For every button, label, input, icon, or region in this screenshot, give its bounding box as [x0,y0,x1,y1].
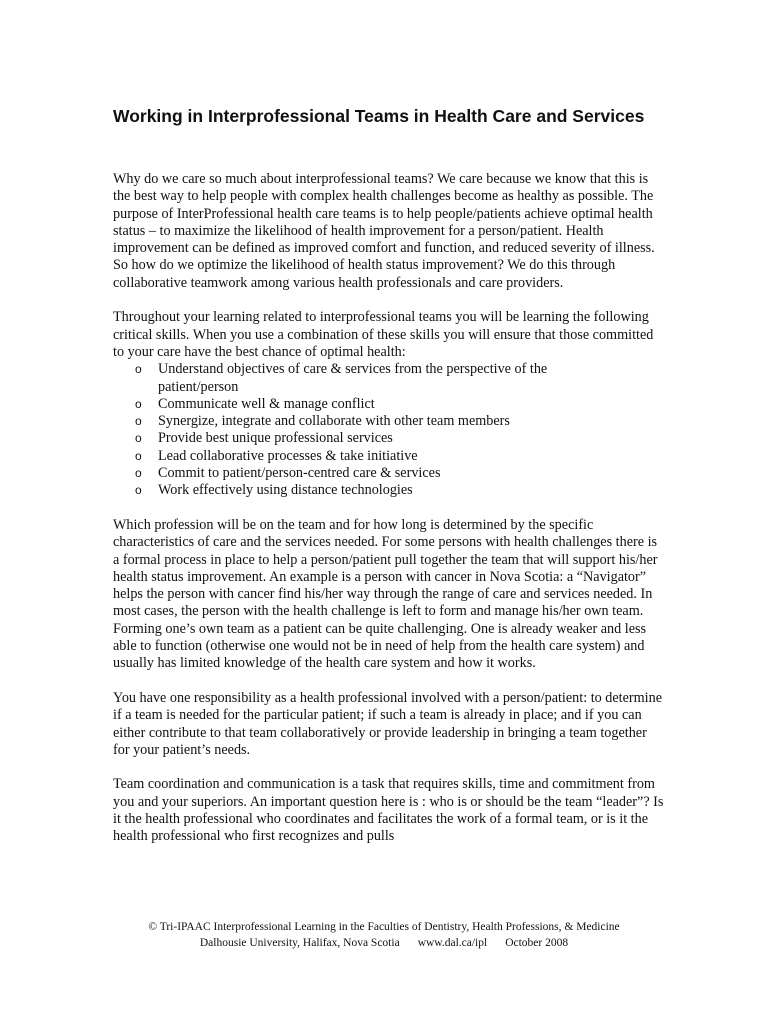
bullet-icon: o [135,448,142,463]
list-item: o Lead collaborative processes & take initiative [135,447,418,464]
page-footer [100,919,668,951]
bullet-icon: o [135,431,142,446]
list-item: o Communicate well & manage conflict [135,395,375,412]
list-item: o Understand objectives of care & services from the perspective of the patient/person [135,361,548,395]
list-item: o Synergize, integrate and collaborate with other team members [135,413,510,430]
footer-date: October 2008 [505,937,569,949]
paragraph-coordination: Team coordination and communication is a task that requires skills, time and commitment from you and your superiors. An important question here is : who is or should be the team “leader”? Is it the health professional who coordinates and facilitates the work of a formal team, or is it the health professional who first recognizes and pulls [113,776,664,845]
footer-institution: Dalhousie University, Halifax, Nova Scotia [199,937,400,949]
footer-copyright: © Tri-IPAAC Interprofessional Learning in the Faculties of Dentistry, Health Professions, & Medicine [148,921,620,933]
bullet-icon: o [135,362,142,377]
bullet-icon: o [135,396,142,411]
skills-list [113,361,665,499]
bullet-icon: o [135,466,142,481]
paragraph-team-formation: Which profession will be on the team and for how long is determined by the specific characteristics of care and the services needed. For some persons with health challenges there is a formal process in place to help a person/patient pull together the team that will support his/her health status improvement. An example is a person with cancer in Nova Scotia: a “Navigator” helps the person with cancer find his/her way through the range of care and services needed. In most cases, the person with the health challenge is left to form and manage his/her own team. Forming one’s own team as a patient can be quite challenging. One is already weaker and less able to function (otherwise one would not be in need of help from the health care system) and usually has limited knowledge of the health care system and how it works. [113,516,658,672]
paragraph-skills-intro: Throughout your learning related to interprofessional teams you will be learning the following critical skills. When you use a combination of these skills you will ensure that those committed to your care have the best chance of optimal health: [113,309,654,360]
paragraph-responsibility: You have one responsibility as a health professional involved with a person/patient: to determine if a team is needed for the particular patient; if such a team is already in place; and if you can either contribute to that team collaboratively or provide leadership in bringing a team together for your patient’s needs. [113,689,662,758]
footer-details [100,935,668,951]
document-title: Working in Interprofessional Teams in Health Care and Services [113,106,645,126]
paragraph-intro: Why do we care so much about interprofessional teams? We care because we know that this is the best way to help people with complex health challenges become as healthy as possible. The purpose of InterProfessional health care teams is to help people/patients achieve optimal health status – to maximize the likelihood of health improvement for a person/patient. Health improvement can be defined as improved comfort and function, and reduced severity of illness. So how do we optimize the likelihood of health status improvement? We do this through collaborative teamwork among various health professionals and care providers. [113,171,655,291]
document-body [113,171,665,863]
bullet-icon: o [135,414,142,429]
list-item: o Commit to patient/person-centred care & services [135,465,441,482]
footer-url[interactable]: www.dal.ca/ipl [417,937,488,949]
list-item: o Work effectively using distance technologies [135,482,413,499]
bullet-icon: o [135,483,142,498]
list-item: o Provide best unique professional services [135,430,393,447]
